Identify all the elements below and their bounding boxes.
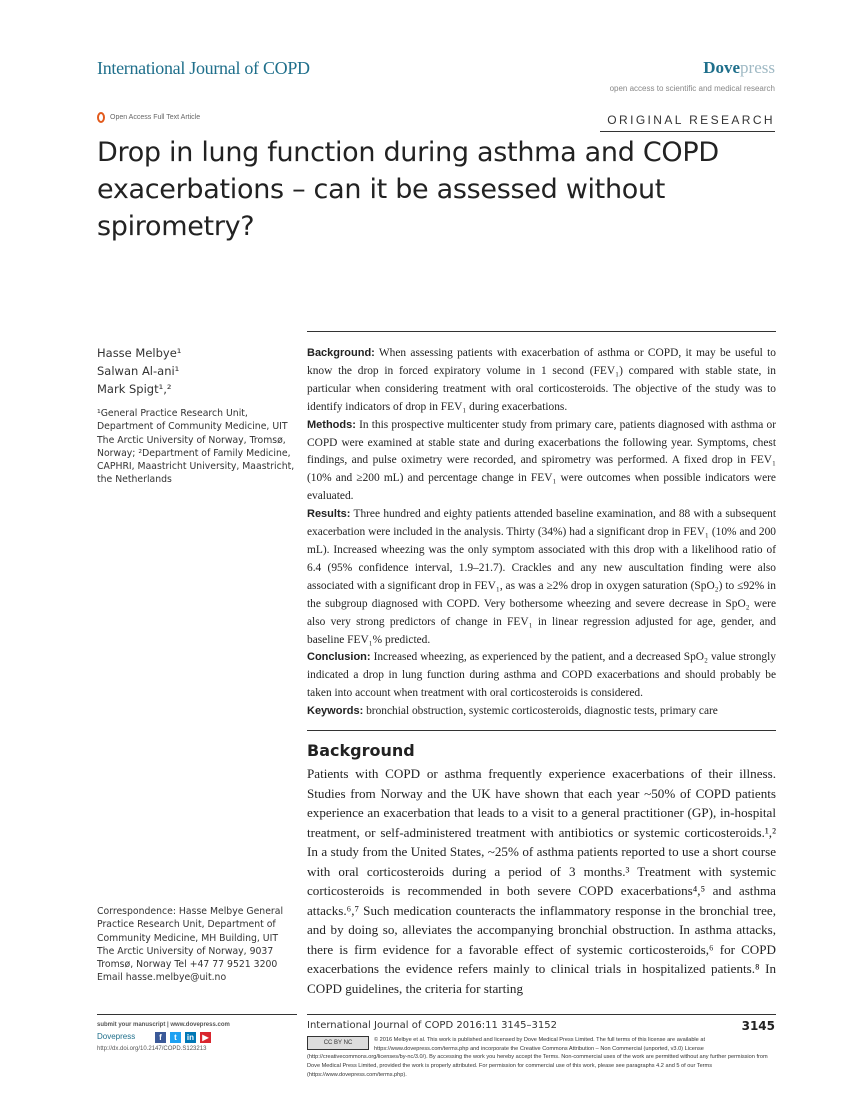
author: Mark Spigt¹,²	[97, 382, 172, 396]
publisher-a: Dove	[703, 58, 741, 77]
open-access-icon	[97, 112, 105, 123]
license-text: CC BY NC © 2016 Melbye et al. This work is published and licensed by Dove Medical Press Limited. The full terms of this license are available at https://www.dovepress.com/terms.php and incorporate the Creative Commons Attribution – Non Commercial (unported, v3.0) License (http://creativecommons.org/licenses/by-nc/3.0/). By accessing the work you hereby accept the Terms. Non-commercial uses of the work are permitted without any further permission from Dove Medical Press Limited, provided the work is properly attributed. For permission for commercial use of this work, please see paragraphs 4.2 and 5 of our Terms (https://www.dovepress.com/terms.php).	[307, 1037, 768, 1078]
article-type: ORIGINAL RESEARCH	[607, 113, 775, 127]
open-access-label	[97, 112, 200, 123]
abstract-keywords: Keywords: bronchial obstruction, systemic corticosteroids, diagnostic tests, primary care	[307, 705, 718, 718]
body-text: Patients with COPD or asthma frequently experience exacerbations of their illness. Studies from Norway and the UK have shown that each year ~50% of COPD patients experience an exacerbation that leads to a visit to a general practitioner (GP), in-hospital treatment, or self-administered treatment with antibiotics or systemic corticosteroids.¹,² In a study from the United States, ~25% of asthma patients reported to use a short course with oral corticosteroids during a period of 3 months.³ Treatment with systemic corticosteroids is recommended in both severe COPD exacerbations⁴,⁵ and asthma attacks.⁶,⁷ Such medication counteracts the inflammatory response in the bronchial tree, and by doing so, alleviates the accompanying bronchial obstruction. In asthma attacks, there is firm evidence for a favorable effect of systemic corticosteroids,⁶ for COPD exacerbations the evidence refers mainly to clinical trials in hospitalized patients.⁸ In COPD guidelines, the criteria for starting	[307, 766, 776, 996]
doi-link[interactable]: http://dx.doi.org/10.2147/COPD.S123213	[97, 1046, 207, 1052]
youtube-icon[interactable]: ▶	[200, 1032, 211, 1043]
social-links	[155, 1032, 211, 1043]
abstract	[307, 345, 776, 721]
section-heading: Background	[307, 741, 415, 760]
journal-reference: International Journal of COPD 2016:11 3145–3152	[307, 1020, 557, 1031]
abstract-methods: Methods: In this prospective multicenter study from primary care, patients diagnosed with asthma or COPD were examined at stable state and during exacerbations the following year. Symptoms, chest findings, and pulse oximetry were recorded, and spirometry was performed. A fixed drop in FEV₁ (10% and ≥200 mL) and percentage change in FEV₁ were outcomes when possible indicators were evaluated.	[307, 418, 776, 503]
publisher-b: press	[740, 58, 775, 77]
cc-license-icon: CC BY NC	[307, 1036, 369, 1050]
abstract-results: Results: Three hundred and eighty patients attended baseline examination, and 88 with a subsequent exacerbation were included in the analysis. Thirty (34%) had a significant drop in FEV₁ (10% and 200 mL). Increased wheezing was the only symptom associated with this drop with a likelihood ratio of 6.4 (95% confidence interval, 1.9–21.7). Crackles and any new auscultation finding were also associated with a significant drop in FEV₁, as was a ≥2% drop in oxygen saturation (SpO₂) to ≤92% in the subgroup diagnosed with COPD. Very bothersome wheezing and severe decrease in SpO₂ were also very strong predictors of change in FEV₁ in linear regression adjusted for age, gender, and baseline FEV₁% predicted.	[307, 508, 776, 646]
page-number: 3145	[741, 1019, 775, 1033]
dovepress-logo: Dovepress	[97, 1032, 136, 1041]
submit-link[interactable]: submit your manuscript | www.dovepress.com	[97, 1022, 230, 1028]
correspondence: Correspondence: Hasse Melbye General Practice Research Unit, Department of Community Medicine, MH Building, UIT The Arctic University of Norway, 9037 Tromsø, Norway Tel +47 77 9521 3200 Email hasse.melbye@uit.no	[97, 906, 284, 984]
abstract-background: Background: When assessing patients with exacerbation of asthma or COPD, it may be useful to know the drop in forced expiratory volume in 1 second (FEV₁) compared with stable state, in particular when considering treatment with oral corticosteroids. The objective of the study was to identify indicators of drop in FEV₁ during exacerbations.	[307, 347, 776, 413]
footer-rule-right	[307, 1014, 776, 1015]
article-title: Drop in lung function during asthma and COPD exacerbations – can it be assessed without spirometry?	[97, 137, 719, 242]
linkedin-icon[interactable]: in	[186, 1032, 194, 1042]
publisher-logo	[703, 58, 775, 78]
abstract-top-rule	[307, 331, 776, 332]
author: Hasse Melbye¹	[97, 346, 182, 360]
journal-name: International Journal of COPD	[97, 58, 310, 78]
header-rule	[600, 131, 775, 132]
facebook-icon[interactable]: f	[155, 1032, 166, 1043]
twitter-icon[interactable]: t	[170, 1032, 181, 1043]
abstract-conclusion: Conclusion: Increased wheezing, as experienced by the patient, and a decreased SpO₂ value strongly indicated a drop in lung function during asthma and COPD exacerbations and should probably be taken into account when treatment with oral corticosteroids is considered.	[307, 651, 776, 700]
open-access-text: Open Access Full Text Article	[110, 114, 201, 121]
publisher-tagline: open access to scientific and medical research	[609, 84, 775, 93]
abstract-bottom-rule	[307, 730, 776, 731]
footer-left	[97, 1020, 230, 1055]
affiliations: ¹General Practice Research Unit, Department of Community Medicine, UIT The Arctic University of Norway, Tromsø, Norway; ²Department of Family Medicine, CAPHRI, Maastricht University, Maastricht, the Netherlands	[97, 408, 295, 486]
footer-rule-left	[97, 1014, 297, 1015]
author: Salwan Al-ani¹	[97, 364, 180, 378]
author-list	[97, 344, 181, 398]
